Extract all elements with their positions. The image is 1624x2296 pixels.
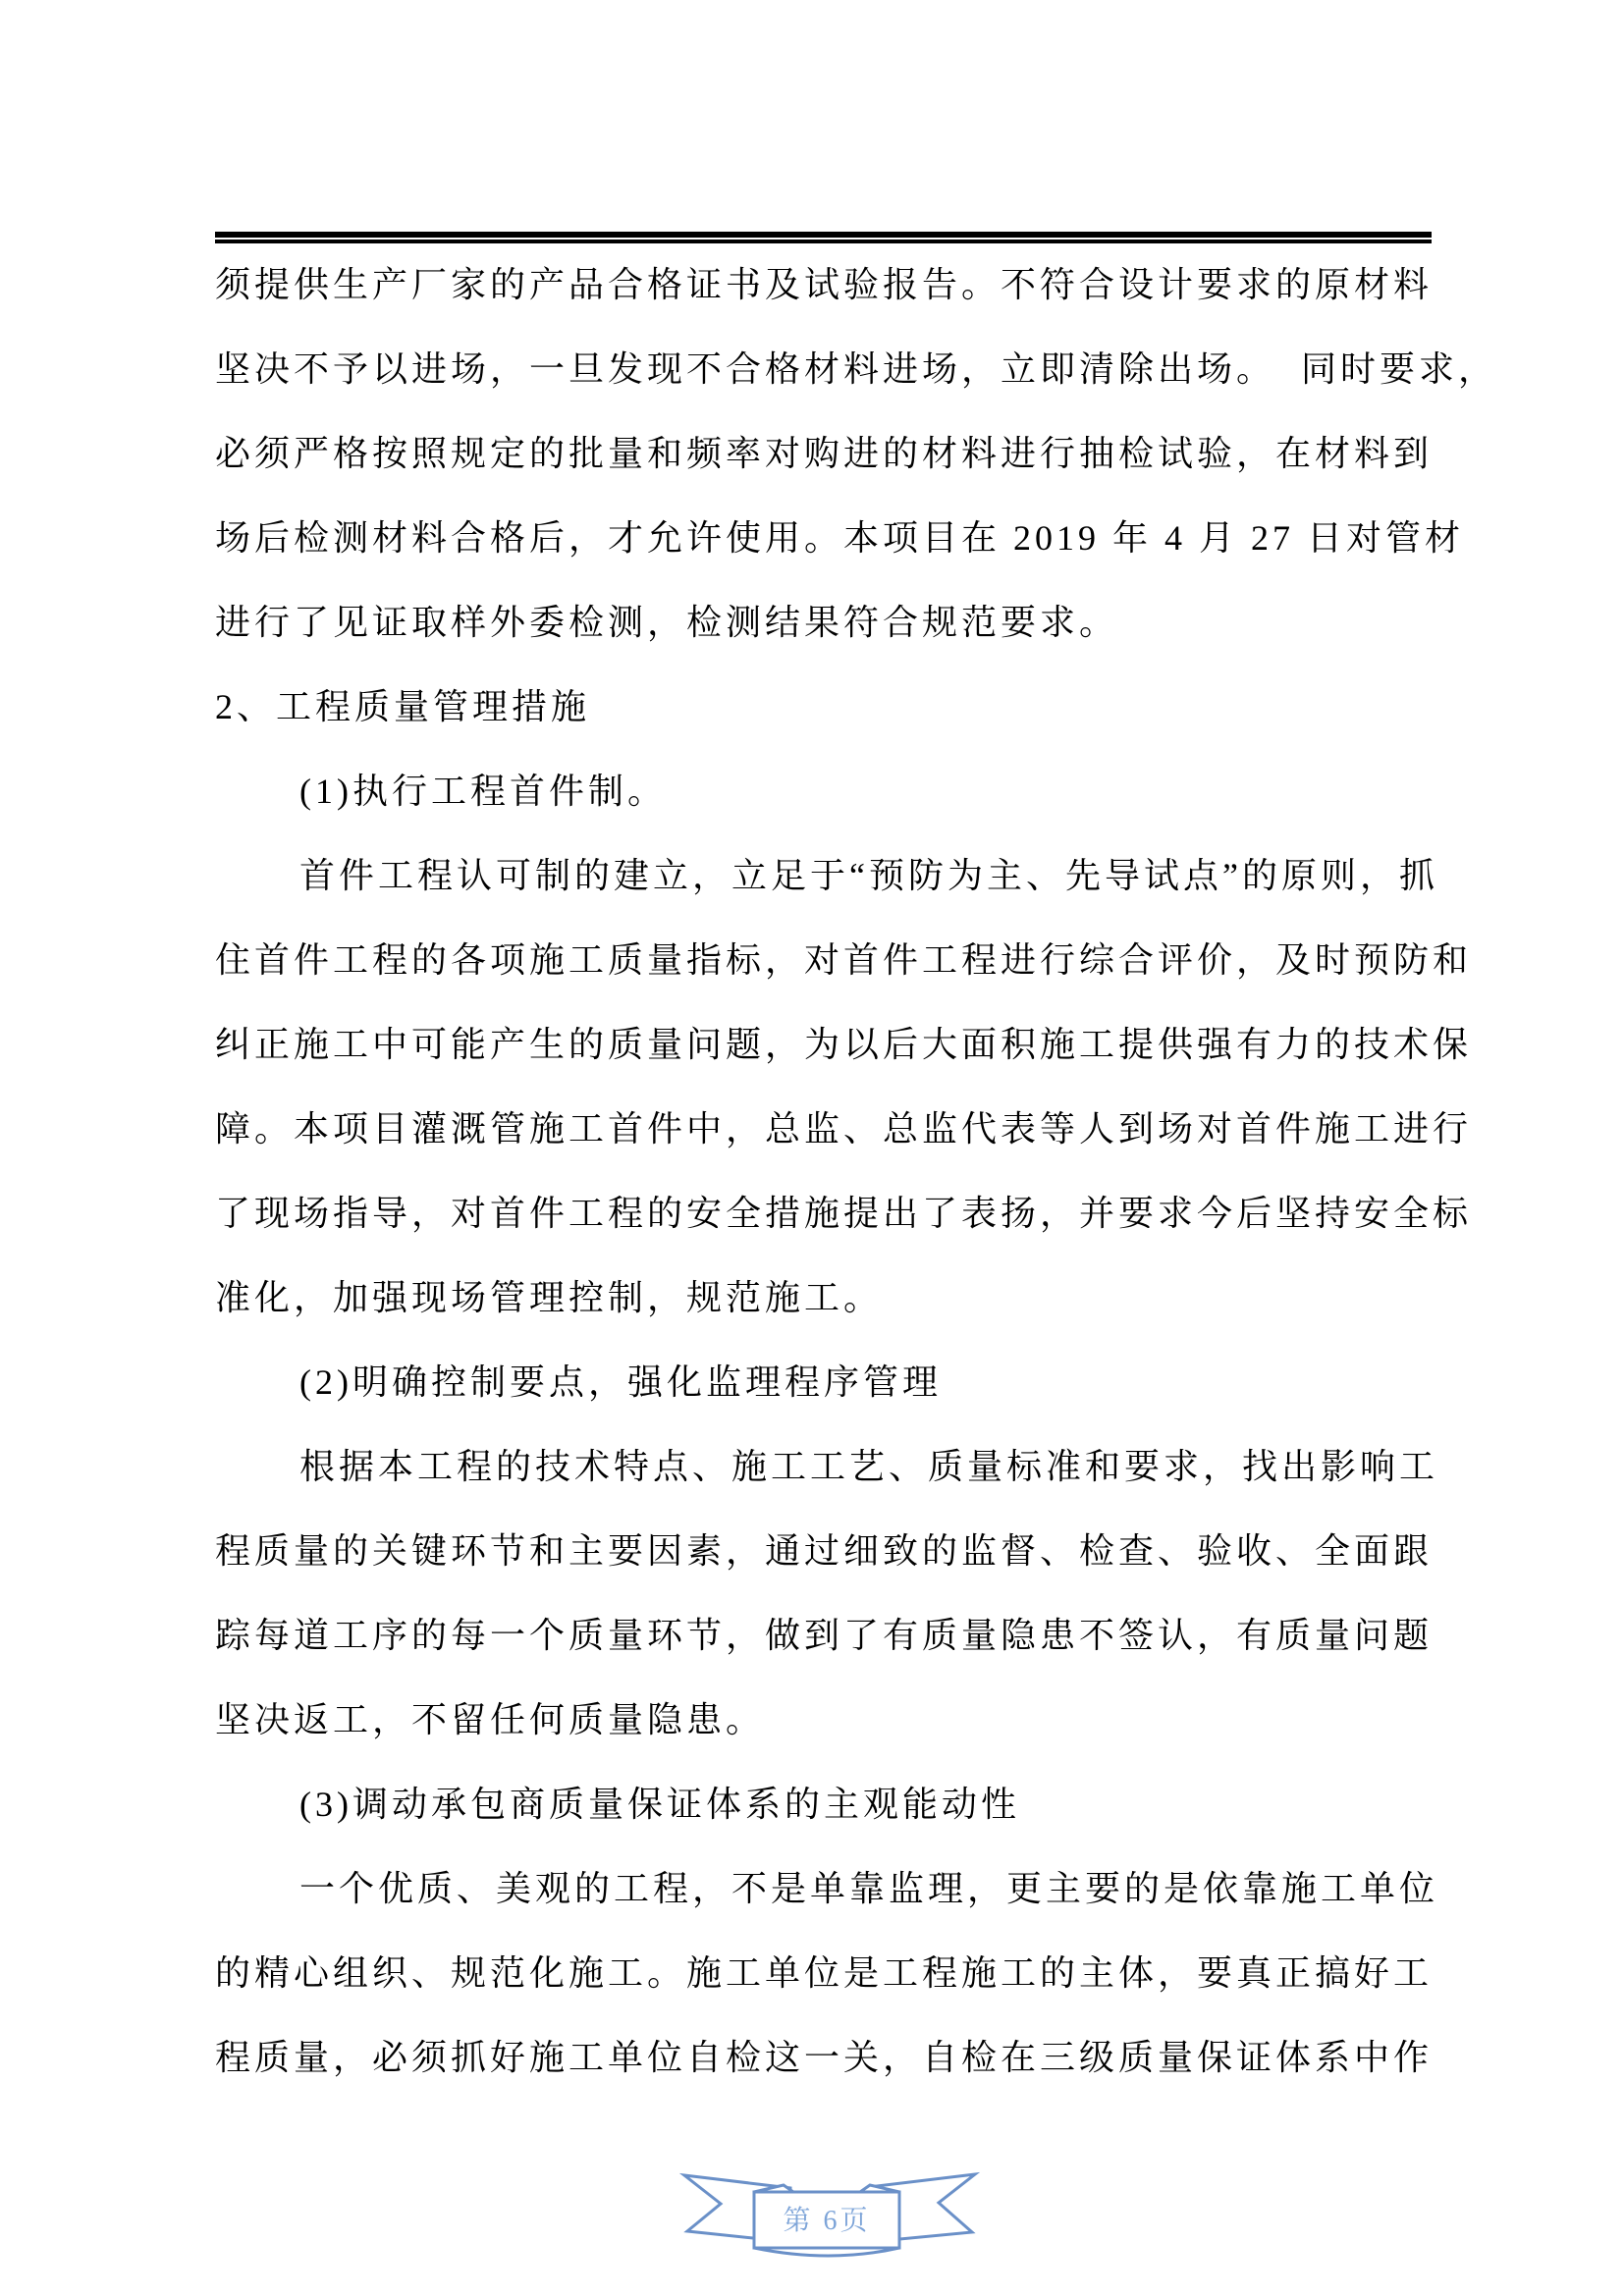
body-line: 首件工程认可制的建立，立足于“预防为主、先导试点”的原则，抓: [299, 856, 1438, 895]
body-line: 准化，加强现场管理控制，规范施工。: [215, 1278, 884, 1317]
body-line: 纠正施工中可能产生的质量问题，为以后大面积施工提供强有力的技术保: [215, 1025, 1473, 1064]
body-line: 障。本项目灌溉管施工首件中，总监、总监代表等人到场对首件施工进行: [215, 1109, 1473, 1148]
body-line: 根据本工程的技术特点、施工工艺、质量标准和要求，找出影响工: [299, 1447, 1439, 1486]
body-line: (1)执行工程首件制。: [299, 772, 667, 811]
body-line: 须提供生产厂家的产品合格证书及试验报告。不符合设计要求的原材料: [215, 265, 1434, 304]
page-number-label: 第 6页: [783, 2206, 871, 2236]
body-line: 坚决不予以进场，一旦发现不合格材料进场，立即清除出场。 同时要求，: [215, 349, 1498, 389]
body-line: 了现场指导，对首件工程的安全措施提出了表扬，并要求今后坚持安全标: [215, 1194, 1473, 1233]
body-line: 进行了见证取样外委检测，检测结果符合规范要求。: [215, 603, 1119, 642]
body-line: 2、工程质量管理措施: [215, 687, 591, 726]
body-line: (3)调动承包商质量保证体系的主观能动性: [299, 1785, 1020, 1824]
body-line: 的精心组织、规范化施工。施工单位是工程施工的主体，要真正搞好工: [215, 1953, 1434, 1993]
body-line: 程质量，必须抓好施工单位自检这一关，自检在三级质量保证体系中作: [215, 2038, 1434, 2077]
body-line: 程质量的关键环节和主要因素，通过细致的监督、检查、验收、全面跟: [215, 1531, 1434, 1571]
page-number-banner: [677, 2160, 982, 2296]
body-line: (2)明确控制要点，强化监理程序管理: [299, 1362, 942, 1402]
body-text: [215, 242, 1498, 2100]
body-line: 住首件工程的各项施工质量指标，对首件工程进行综合评价，及时预防和: [215, 940, 1473, 980]
body-line: 场后检测材料合格后，才允许使用。本项目在 2019 年 4 月 27 日对管材: [215, 518, 1465, 558]
body-line: 坚决返工，不留任何质量隐患。: [215, 1700, 766, 1739]
body-line: 必须严格按照规定的批量和频率对购进的材料进行抽检试验，在材料到: [215, 434, 1434, 473]
body-line: 一个优质、美观的工程，不是单靠监理，更主要的是依靠施工单位: [299, 1869, 1439, 1908]
body-line: 踪每道工序的每一个质量环节，做到了有质量隐患不签认，有质量问题: [215, 1616, 1434, 1655]
